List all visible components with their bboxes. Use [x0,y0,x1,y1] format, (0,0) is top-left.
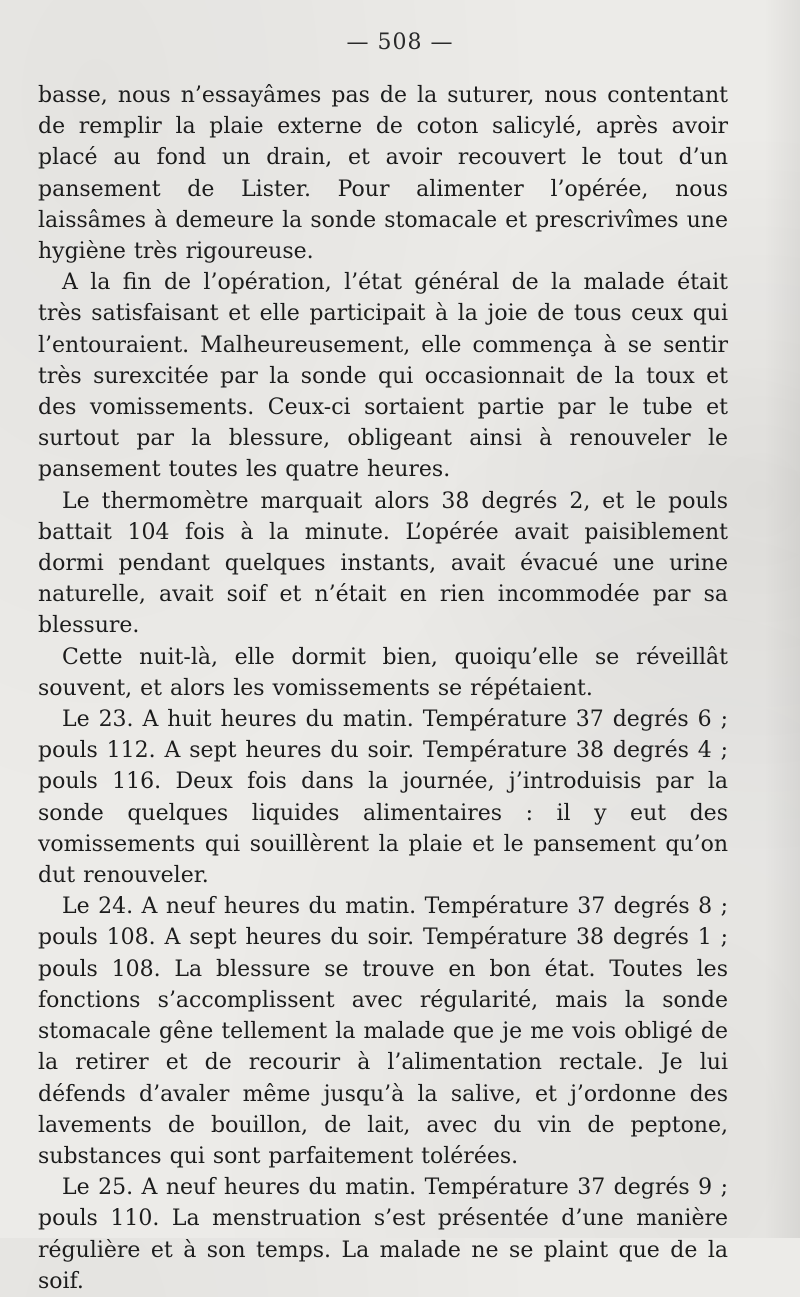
page-edge-shadow [764,0,800,1238]
paragraph-1: basse, nous n’essayâmes pas de la suturer, nous contentant de remplir la plaie externe de coton salicylé, après avoir placé au fond un drain, et avoir recouvert le tout d’un pansement de Lister. Pour alimenter l’opérée, nous laissâmes à demeure la sonde stomacale et prescrivîmes une hygiène très rigoureuse. [38,83,728,265]
paragraph-7: Le 25. A neuf heures du matin. Température 37 degrés 9 ; pouls 110. La menstruation s’est présentée d’une manière régulière et à son temps. La malade ne se plaint que de la soif. [38,1175,728,1294]
body-text [38,80,728,1297]
paragraph-3: Le thermomètre marquait alors 38 degrés 2, et le pouls battait 104 fois à la minute. L’opérée avait paisiblement dormi pendant quelques instants, avait évacué une urine naturelle, avait soif et n’était en rien incommodée par sa blessure. [38,488,728,639]
page-number: — 508 — [346,30,454,55]
paragraph-2: A la fin de l’opération, l’état général de la malade était très satisfaisant et elle participait à la joie de tous ceux qui l’entouraient. Malheureusement, elle commença à se sentir très surexcitée par la sonde qui occasionnait de la toux et des vomissements. Ceux-ci sortaient partie par le tube et surtout par la blessure, obligeant ainsi à renouveler le pansement toutes les quatre heures. [38,270,728,483]
paragraph-5: Le 23. A huit heures du matin. Température 37 degrés 6 ; pouls 112. A sept heures du soir. Température 38 degrés 4 ; pouls 116. Deux fois dans la journée, j’introduisis par la sonde quelques liquides alimentaires : il y eut des vomissements qui souillèrent la plaie et le pansement qu’on dut renouveler. [38,707,728,889]
paragraph-6: Le 24. A neuf heures du matin. Température 37 degrés 8 ; pouls 108. A sept heures du soir. Température 38 degrés 1 ; pouls 108. La blessure se trouve en bon état. Toutes les fonctions s’accomplissent avec régularité, mais la sonde stomacale gêne tellement la malade que je me vois obligé de la retirer et de recourir à l’alimentation rectale. Je lui défends d’avaler même jusqu’à la salive, et j’ordonne des lavements de bouillon, de lait, avec du vin de peptone, substances qui sont parfaitement tolérées. [38,894,728,1169]
paragraph-4: Cette nuit-là, elle dormit bien, quoiqu’elle se réveillât souvent, et alors les vomissements se répétaient. [38,644,728,701]
